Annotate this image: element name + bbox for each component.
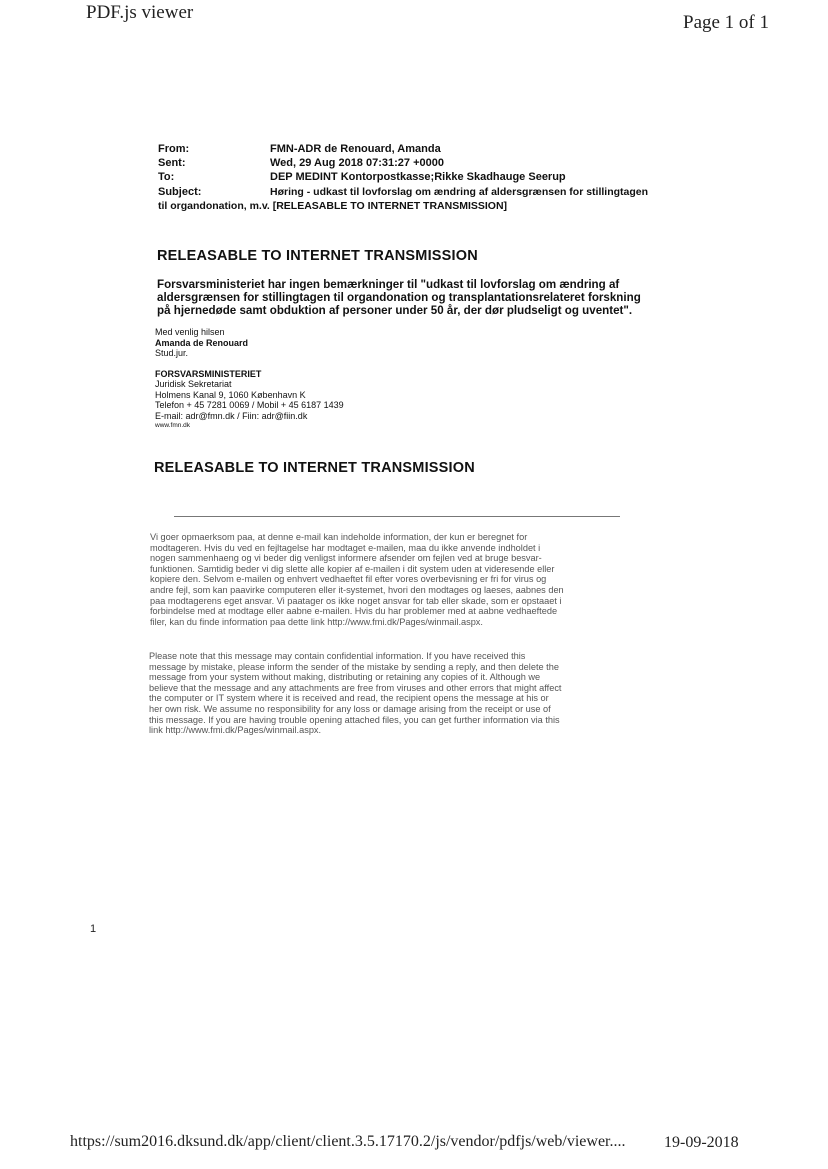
signature-address: Holmens Kanal 9, 1060 København K [155,389,306,400]
signature-phone: Telefon + 45 7281 0069 / Mobil + 45 6187 1439 [155,400,344,410]
viewer-title: PDF.js viewer [86,2,194,23]
signature-web: www.fmn.dk [155,422,191,429]
signature-title: Stud.jur. [155,348,189,358]
footer-url: https://sum2016.dksund.dk/app/client/client.3.5.17170.2/js/vendor/pdfjs/web/viewer.... [70,1133,626,1150]
body-line-2: aldersgrænsen for stillingtagen til organdonation og transplantationsrelateret forskning [157,291,641,304]
disclaimer-da-line: filer, kan du finde information paa dette link http://www.fmi.dk/Pages/winmail.aspx. [150,616,483,627]
signature-block [155,327,475,432]
disclaimer-en-line: her own risk. We assume no responsibility for any loss or damage arising from the receipt or use of [149,703,551,714]
body-line-1: Forsvarsministeriet har ingen bemærkninger til "udkast til lovforslag om ændring af [157,278,620,291]
disclaimer-en-line: link http://www.fmi.dk/Pages/winmail.aspx. [149,725,322,736]
releasable-heading-bottom: RELEASABLE TO INTERNET TRANSMISSION [154,460,475,476]
disclaimer-en-line: believe that the message and any attachments are free from viruses and other errors that might affect [149,682,562,693]
disclaimer-da-line: Vi goer opmaerksom paa, at denne e-mail kan indeholde information, der kun er beregnet for [150,532,528,542]
subject-label: Subject: [158,186,202,198]
disclaimer-en-line: message by mistake, please inform the sender of the mistake by sending a reply, and then delete the [149,661,559,672]
to-label: To: [158,171,175,183]
divider [174,516,620,517]
disclaimer-da-line: paa modtagerens eget ansvar. Vi paatager os ikke noget ansvar for tab eller skade, som er opstaaet i [150,595,562,606]
disclaimer-danish [150,532,620,627]
subject-continuation: til organdonation, m.v. [RELEASABLE TO INTERNET TRANSMISSION] [158,200,508,212]
disclaimer-english [149,651,619,736]
signature-dept: Juridisk Sekretariat [155,379,232,389]
sent-value: Wed, 29 Aug 2018 07:31:27 +0000 [270,157,444,169]
from-value: FMN-ADR de Renouard, Amanda [270,143,441,155]
message-body [157,278,641,317]
disclaimer-da-line: kopiere den. Selvom e-mailen og enhvert vedhaeftet fil efter vores overbevisning er fri for virus og [150,574,547,585]
footer-date: 19-09-2018 [664,1134,739,1151]
disclaimer-en-line: the computer or IT system where it is received and read, the recipient opens the message at his or [149,693,549,704]
signature-email: E-mail: adr@fmn.dk / Fiin: adr@fiin.dk [155,410,308,421]
disclaimer-da-line: andre fejl, som kan paavirke computeren eller it-systemet, hvori den modtages og laeses, aabnes den [150,584,564,595]
page-indicator: Page 1 of 1 [683,12,770,33]
signature-greeting: Med venlig hilsen [155,327,225,337]
signature-org: FORSVARSMINISTERIET [155,368,262,379]
to-value: DEP MEDINT Kontorpostkasse;Rikke Skadhauge Seerup [270,171,566,183]
body-line-3: på hjernedøde samt obduktion af personer under 50 år, der dør pludseligt og uventet". [157,304,633,317]
disclaimer-en-line: Please note that this message may contain confidential information. If you have received this [149,651,526,661]
disclaimer-da-line: forbindelse med at modtage eller aabne e-mailen. Hvis du har problemer med at aabne vedhaeftede [150,606,558,617]
signature-name: Amanda de Renouard [155,337,249,348]
subject-value: Høring - udkast til lovforslag om ændring af aldersgrænsen for stillingtagen [270,186,649,198]
from-label: From: [158,143,190,155]
disclaimer-da-line: nogen sammenhaeng og vi beder dig venligst informere afsender om fejlen ved at bruge besvar- [150,553,542,564]
page-number: 1 [90,923,97,935]
disclaimer-en-line: message from your system without making, distributing or retaining any copies of it. Although we [149,672,541,683]
disclaimer-da-line: funktionen. Samtidig beder vi dig slette alle kopier af e-mailen i dit system uden at videresende eller [150,563,555,574]
releasable-heading-top: RELEASABLE TO INTERNET TRANSMISSION [157,248,478,264]
sent-label: Sent: [158,157,186,169]
disclaimer-en-line: this message. If you are having trouble opening attached files, you can get further information via this [149,714,560,725]
disclaimer-da-line: modtageren. Hvis du ved en fejltagelse har modtaget e-mailen, maa du ikke anvende indholdet i [150,542,541,553]
